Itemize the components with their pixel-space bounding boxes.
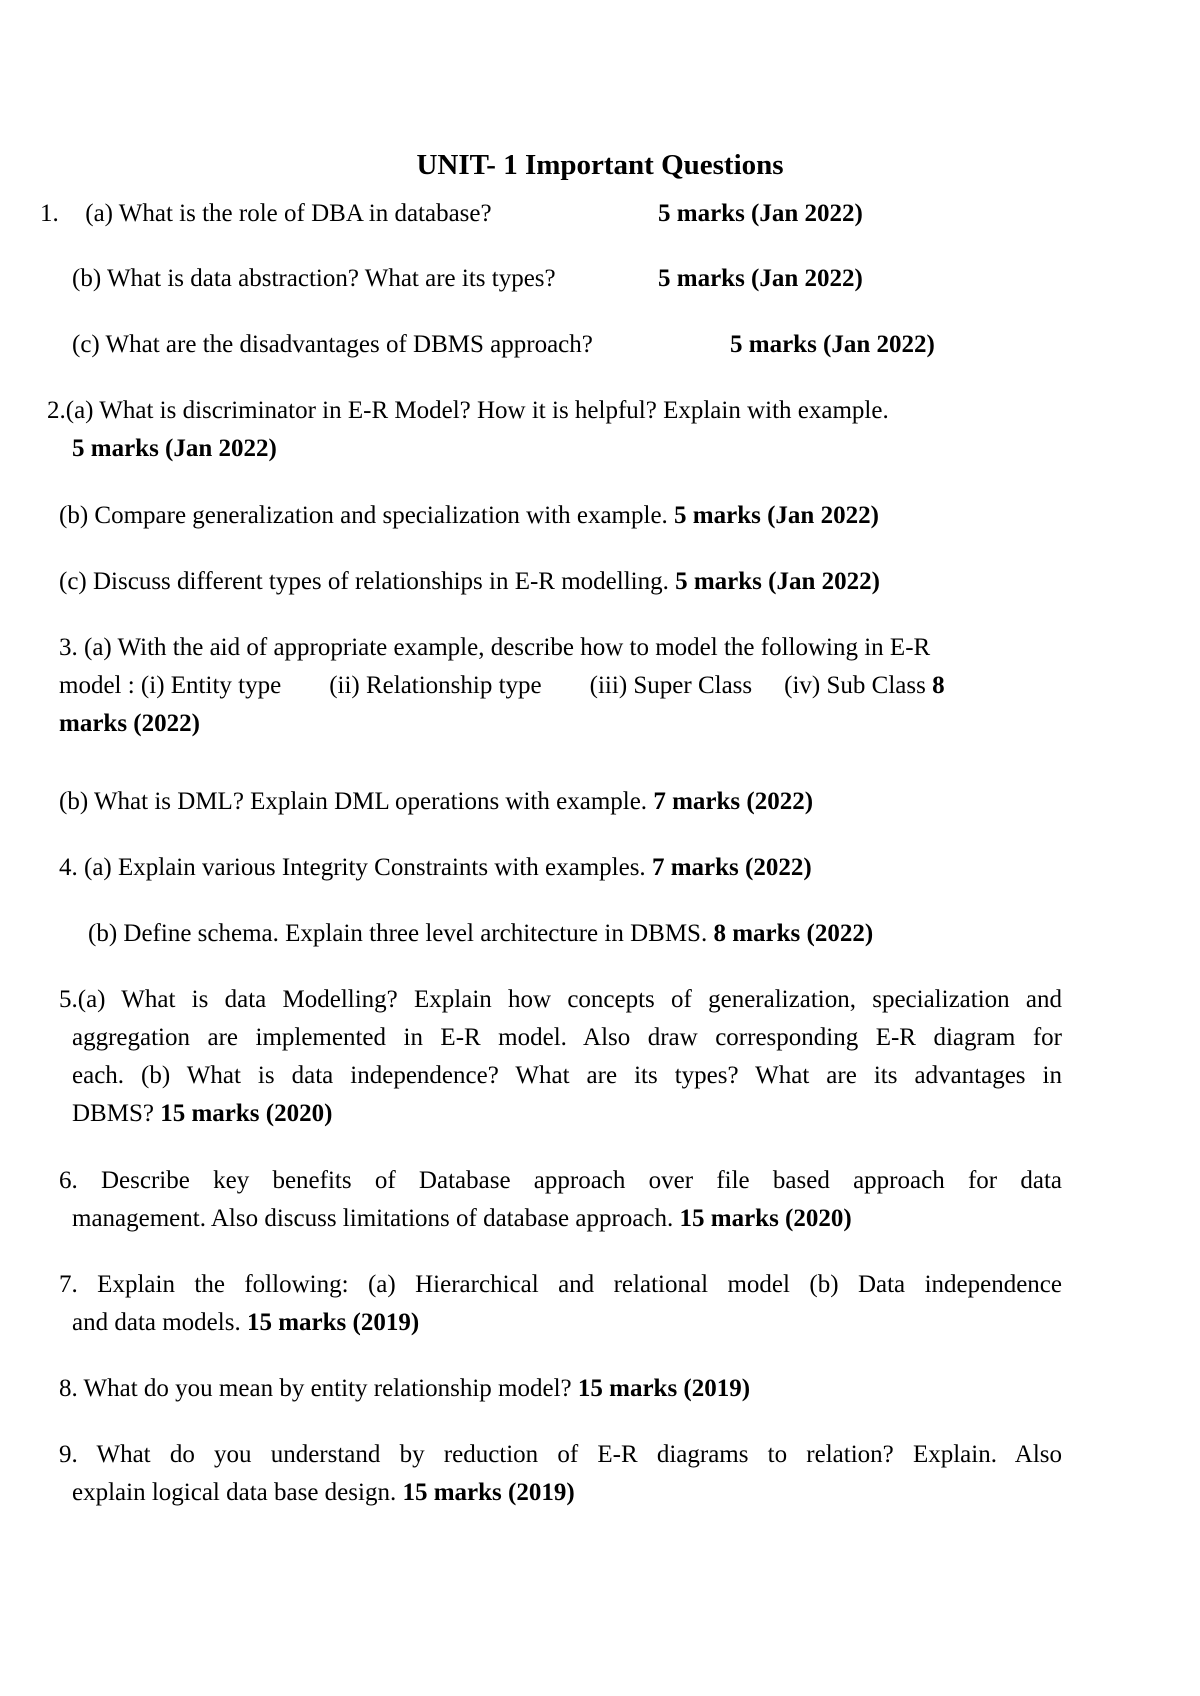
question-4b [88,915,873,953]
question-text: explain logical data base design. [72,1479,397,1506]
question-part: (iii) Super Class [589,672,753,699]
question-1b-marks: 5 marks (Jan 2022) [658,265,863,292]
question-6-line1: 6. Describe key benefits of Database approach over file based approach for data [59,1167,1062,1194]
question-9-line1: 9. What do you understand by reduction of E-R diagrams to relation? Explain. Also [59,1441,1062,1468]
question-marks: 15 marks (2020) [679,1205,852,1232]
question-part: model : (i) Entity type [59,672,282,699]
question-marks: 8 marks (2022) [713,920,874,947]
question-3a-line1: 3. (a) With the aid of appropriate example, describe how to model the following in E-R [59,634,931,661]
question-1a [40,195,492,233]
question-5-line4 [72,1095,332,1133]
question-3a-marks: marks (2022) [59,710,200,737]
question-7-line2 [72,1304,419,1342]
question-1a-marks: 5 marks (Jan 2022) [658,200,863,227]
question-3a-line2 [59,667,945,705]
question-number: 1. [40,200,59,227]
question-text: 8. What do you mean by entity relationship model? [59,1375,572,1402]
question-part: (ii) Relationship type [329,672,542,699]
page-title: UNIT- 1 Important Questions [416,149,784,181]
question-3b [59,783,813,821]
question-text: management. Also discuss limitations of database approach. [72,1205,674,1232]
question-text: DBMS? [72,1100,154,1127]
question-marks: 15 marks (2020) [160,1100,333,1127]
question-6-line2 [72,1200,852,1238]
question-text: (b) Define schema. Explain three level architecture in DBMS. [88,920,708,947]
question-text: (a) What is the role of DBA in database? [85,200,492,227]
question-9-line2 [72,1474,575,1512]
question-2b [59,497,879,535]
question-text: (b) What is DML? Explain DML operations with example. [59,788,648,815]
question-marks: 7 marks (2022) [653,788,814,815]
question-marks: 5 marks (Jan 2022) [675,568,880,595]
question-text: 4. (a) Explain various Integrity Constraints with examples. [59,854,646,881]
question-1b: (b) What is data abstraction? What are its types? [72,265,556,292]
question-marks: 8 [932,672,945,699]
question-5-line1: 5.(a) What is data Modelling? Explain how concepts of generalization, specialization and [59,986,1062,1013]
question-2c [59,563,880,601]
question-2a-marks: 5 marks (Jan 2022) [72,435,277,462]
question-text: and data models. [72,1309,241,1336]
question-1c: (c) What are the disadvantages of DBMS approach? [72,331,593,358]
question-marks: 15 marks (2019) [402,1479,575,1506]
question-text: (c) Discuss different types of relationships in E-R modelling. [59,568,669,595]
question-marks: 5 marks (Jan 2022) [674,502,879,529]
question-5-line3: each. (b) What is data independence? What are its types? What are its advantages in [72,1062,1062,1089]
question-1c-marks: 5 marks (Jan 2022) [730,331,935,358]
question-text: (b) Compare generalization and specialization with example. [59,502,668,529]
question-5-line2: aggregation are implemented in E-R model. Also draw corresponding E-R diagram for [72,1024,1062,1051]
question-marks: 7 marks (2022) [651,854,812,881]
question-8 [59,1370,750,1408]
question-7-line1: 7. Explain the following: (a) Hierarchical and relational model (b) Data independence [59,1271,1062,1298]
question-marks: 15 marks (2019) [577,1375,751,1402]
question-part: (iv) Sub Class [784,672,926,699]
question-2a: 2.(a) What is discriminator in E-R Model? How it is helpful? Explain with example. [47,397,889,424]
question-marks: 15 marks (2019) [246,1309,420,1336]
question-4a [59,849,812,887]
